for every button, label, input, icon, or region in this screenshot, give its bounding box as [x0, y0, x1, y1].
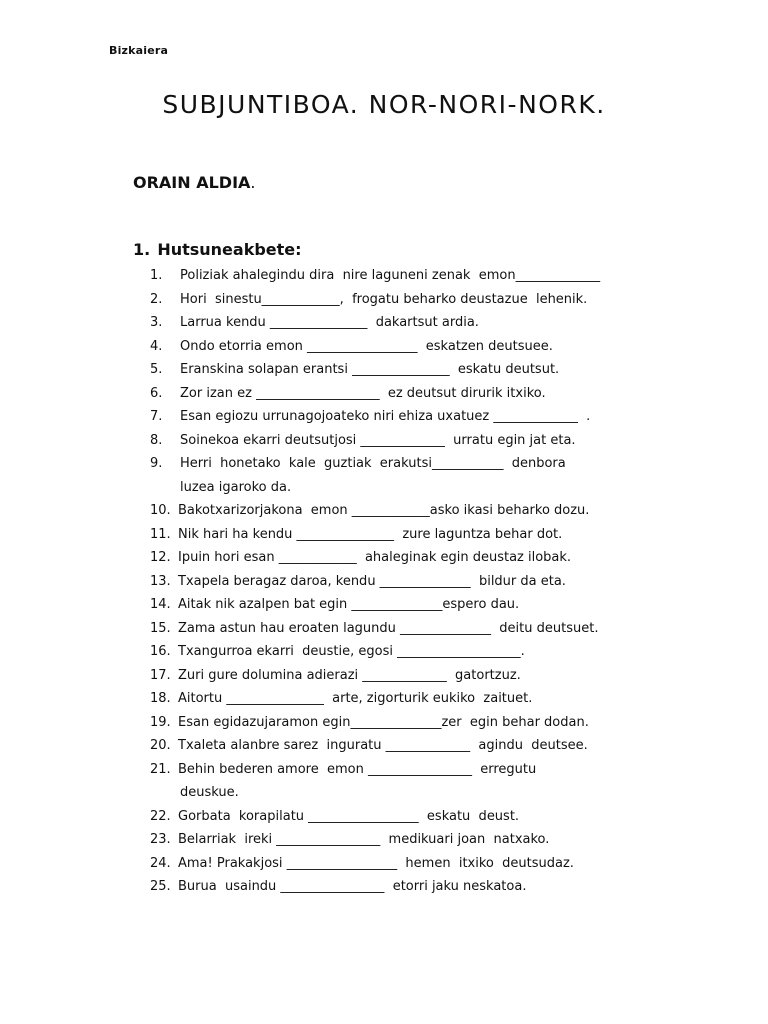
item-number: 13.	[150, 573, 171, 589]
item-text: Ama! Prakakjosi _________________ hemen itxiko deutsudaz.	[178, 855, 574, 871]
item-text: Aitortu _______________ arte, zigorturik eukiko zaituet.	[178, 691, 533, 706]
section-heading	[133, 173, 256, 192]
list-item	[150, 734, 670, 758]
list-item	[150, 382, 670, 406]
item-text: Zor izan ez ___________________ ez deutsut dirurik itxiko.	[180, 385, 546, 401]
list-item	[150, 570, 670, 594]
item-text: Hori sinestu____________, frogatu beharko deustazue lehenik.	[180, 291, 588, 307]
item-text: Txangurroa ekarri deustie, egosi ___________________.	[178, 644, 525, 659]
item-text: Esan egidazujaramon egin______________zer egin behar dodan.	[178, 714, 589, 730]
item-number: 12.	[150, 550, 171, 565]
list-item	[150, 711, 670, 735]
list-item	[150, 617, 670, 641]
list-item	[150, 335, 670, 359]
list-item	[150, 452, 670, 476]
exercise-heading	[133, 240, 302, 259]
list-item	[150, 288, 670, 312]
item-continuation: luzea igaroko da.	[180, 479, 292, 495]
item-number: 4.	[150, 338, 163, 354]
item-number: 5.	[150, 362, 163, 377]
item-number: 22.	[150, 808, 171, 824]
list-item	[150, 664, 670, 688]
item-text: Burua usaindu ________________ etorri jaku neskatoa.	[178, 879, 527, 894]
item-text: Zama astun hau eroaten lagundu ______________ deitu deutsuet.	[178, 620, 599, 636]
item-text: Soinekoa ekarri deutsutjosi _____________ urratu egin jat eta.	[180, 432, 576, 448]
item-continuation: deuskue.	[180, 785, 239, 800]
section-heading-label: ORAIN ALDIA	[133, 173, 251, 192]
item-number: 6.	[150, 385, 163, 401]
item-text: Belarriak ireki ________________ medikuari joan natxako.	[178, 832, 550, 847]
item-number: 25.	[150, 879, 171, 894]
item-text: Eranskina solapan erantsi _______________ eskatu deutsut.	[180, 362, 560, 377]
list-item	[150, 499, 670, 523]
item-number: 2.	[150, 291, 163, 307]
item-text: Gorbata korapilatu _________________ eskatu deust.	[178, 808, 520, 824]
exercise-title: Hutsuneakbete:	[157, 240, 302, 259]
item-number: 10.	[150, 503, 171, 518]
list-item	[150, 546, 670, 570]
exercise-list	[150, 264, 670, 899]
list-item	[150, 852, 670, 876]
item-number: 19.	[150, 714, 171, 730]
list-item	[150, 311, 670, 335]
item-number: 21.	[150, 761, 171, 777]
list-item	[150, 640, 670, 664]
item-text: Aitak nik azalpen bat egin ______________espero dau.	[178, 597, 520, 612]
item-number: 1.	[150, 268, 163, 283]
list-item	[150, 593, 670, 617]
item-number: 15.	[150, 620, 171, 636]
list-item	[150, 405, 670, 429]
item-text: Zuri gure dolumina adierazi _____________ gatortzuz.	[178, 667, 521, 683]
list-item	[150, 805, 670, 829]
item-text: Behin bederen amore emon ________________ erregutu	[178, 761, 537, 777]
item-text: Poliziak ahalegindu dira nire laguneni zenak emon_____________	[180, 268, 601, 283]
exercise-number: 1.	[133, 240, 151, 259]
list-item	[150, 264, 670, 288]
item-text: Txaleta alanbre sarez inguratu _____________ agindu deutsee.	[178, 738, 588, 753]
item-text: Larrua kendu _______________ dakartsut ardia.	[180, 315, 479, 330]
list-item	[150, 429, 670, 453]
item-text: Nik hari ha kendu _______________ zure laguntza behar dot.	[178, 526, 563, 542]
list-item	[150, 758, 670, 782]
item-number: 17.	[150, 667, 171, 683]
list-item	[150, 875, 670, 899]
item-number: 7.	[150, 409, 163, 424]
item-number: 8.	[150, 432, 163, 448]
item-number: 9.	[150, 456, 163, 471]
item-text: Bakotxarizorjakona emon ____________asko ikasi beharko dozu.	[178, 503, 590, 518]
list-item	[150, 523, 670, 547]
item-text: Esan egiozu urrunagojoateko niri ehiza uxatuez _____________ .	[180, 409, 591, 424]
page-title: SUBJUNTIBOA. NOR-NORI-NORK.	[162, 90, 606, 119]
item-number: 24.	[150, 855, 171, 871]
item-number: 3.	[150, 315, 163, 330]
list-item	[150, 687, 670, 711]
item-number: 16.	[150, 644, 171, 659]
item-text: Ipuin hori esan ____________ ahaleginak egin deustaz ilobak.	[178, 550, 572, 565]
item-text: Ondo etorria emon _________________ eskatzen deutsuee.	[180, 338, 553, 354]
item-number: 23.	[150, 832, 171, 847]
list-item	[150, 358, 670, 382]
item-number: 14.	[150, 597, 171, 612]
item-text: Txapela beragaz daroa, kendu ______________ bildur da eta.	[178, 573, 566, 589]
item-number: 18.	[150, 691, 171, 706]
item-number: 20.	[150, 738, 171, 753]
section-heading-dot: .	[250, 173, 256, 192]
list-item	[150, 828, 670, 852]
item-text: Herri honetako kale guztiak erakutsi___________ denbora	[180, 456, 566, 471]
header-label: Bizkaiera	[109, 44, 169, 57]
item-number: 11.	[150, 526, 171, 542]
